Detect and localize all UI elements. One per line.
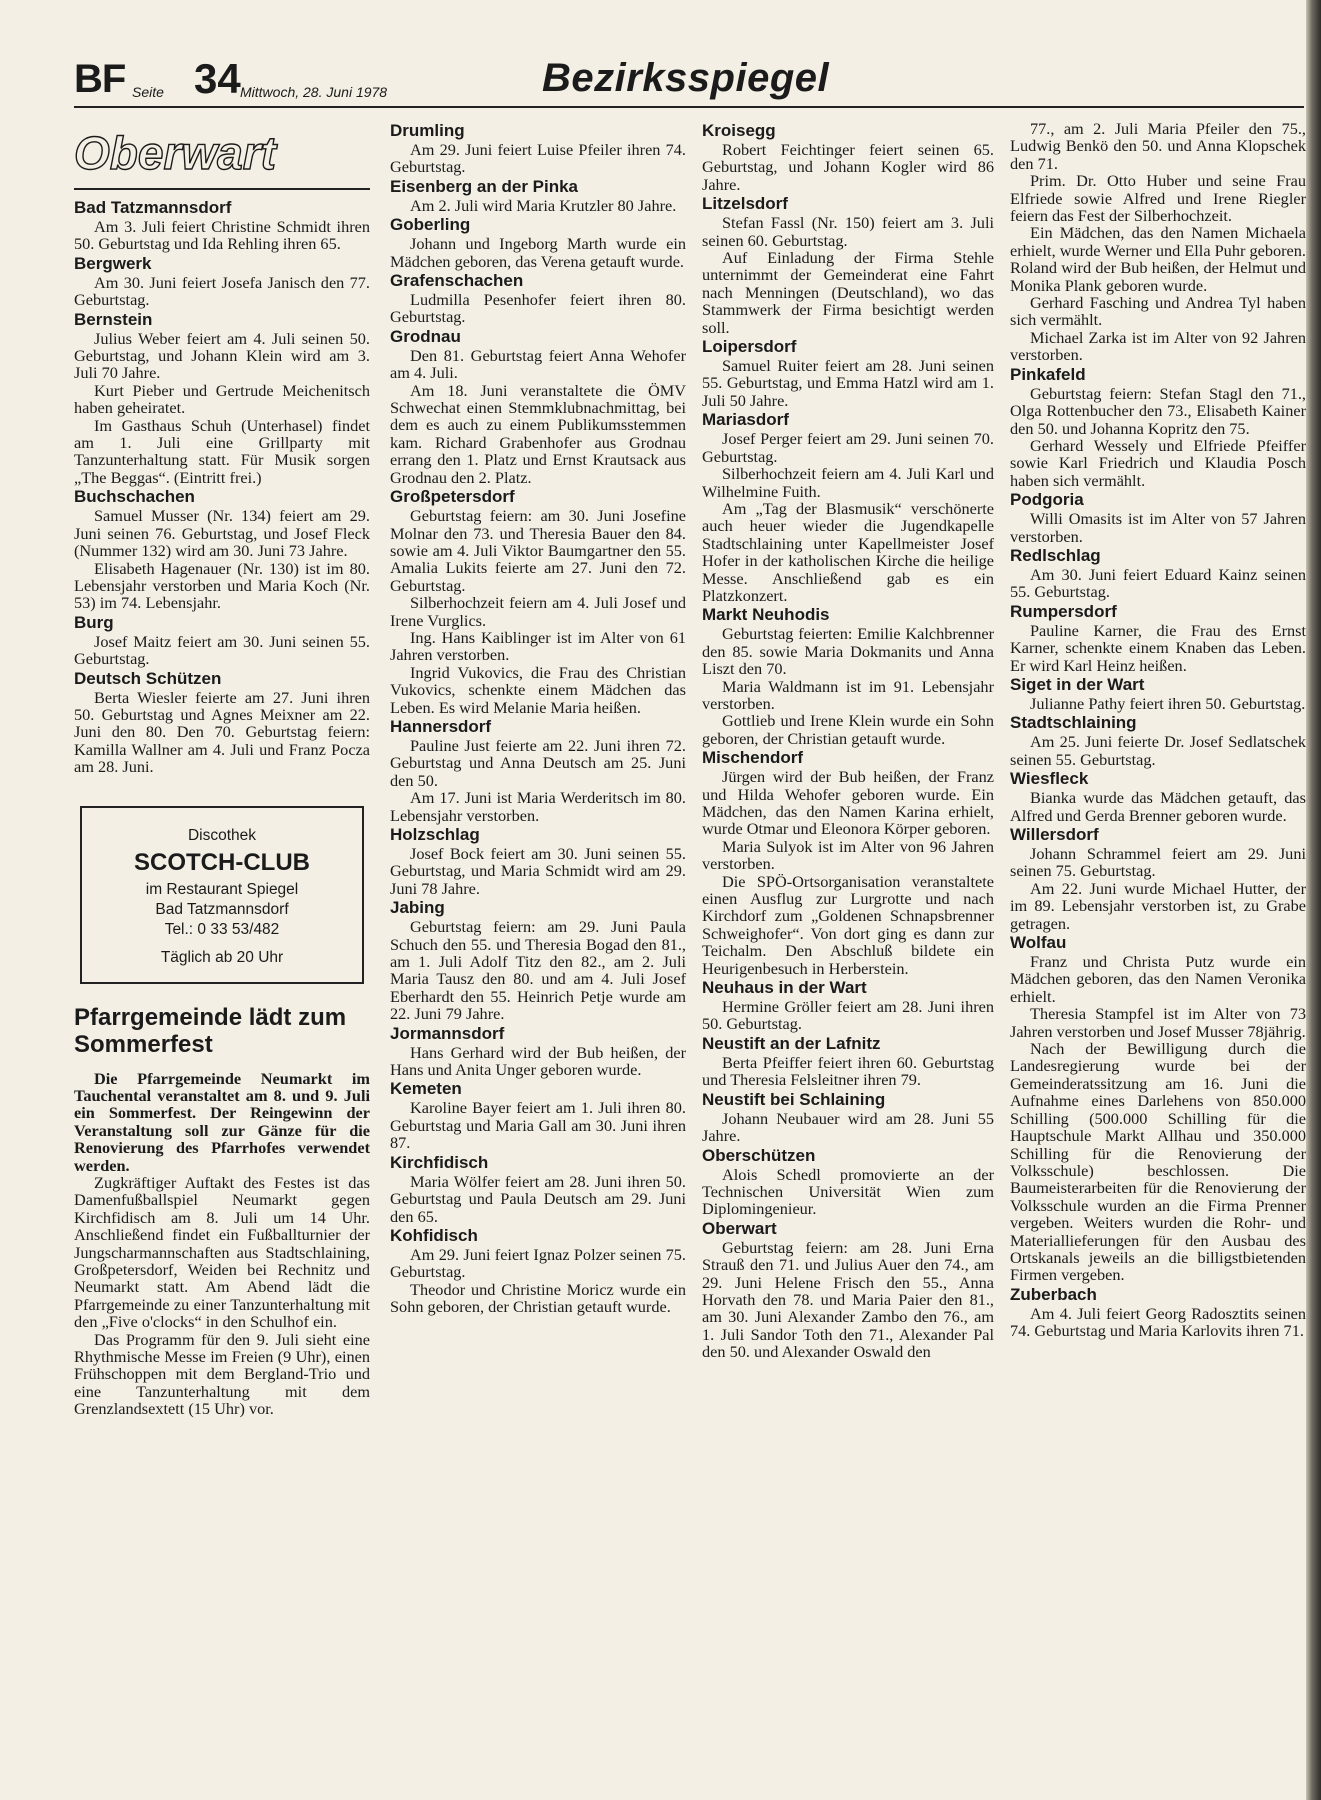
news-paragraph: Hans Gerhard wird der Bub heißen, der Hans und Anita Unger geboren wurde. [390, 1042, 686, 1080]
news-paragraph: Berta Wiesler feierte am 27. Juni ihren 50. Geburtstag und Agnes Meixner am 22. Juni den 80. Den 70. Geburtstag feiern: Kamilla Wallner am 4. Juli und Franz Pocza am 28. Juni. [74, 687, 370, 777]
location-heading: Bergwerk [74, 253, 152, 273]
location-heading: Rumpersdorf [1010, 601, 1117, 621]
location-heading: Markt Neuhodis [702, 605, 830, 625]
news-paragraph: Ingrid Vukovics, die Frau des Christian Vukovics, schenkte einem Mädchen das Leben. Es wird Melanie Maria heißen. [390, 662, 686, 717]
news-paragraph: Johann und Ingeborg Marth wurde ein Mädchen geboren, das Verena getauft wurde. [390, 234, 686, 271]
column-1 [74, 120, 370, 1418]
location-heading: Kemeten [390, 1079, 462, 1099]
news-paragraph: Kurt Pieber und Gertrude Meichenitsch haben geheiratet. [74, 380, 370, 418]
news-paragraph: Silberhochzeit feiern am 4. Juli Josef und Irene Vurglics. [390, 593, 686, 630]
location-heading: Burg [74, 612, 114, 632]
location-heading: Redlschlag [1010, 545, 1101, 565]
news-paragraph: Franz und Christa Putz wurde ein Mädchen geboren, das den Namen Veronika erhielt. [1010, 952, 1306, 1006]
location-heading: Wolfau [1010, 933, 1067, 953]
page-header [74, 54, 1304, 104]
location-heading: Willersdorf [1010, 825, 1099, 844]
page-edge-shadow [1306, 0, 1321, 1800]
news-paragraph: Michael Zarka ist im Alter von 92 Jahren verstorben. [1010, 327, 1306, 365]
news-paragraph: Samuel Musser (Nr. 134) feiert am 29. Juni seinen 76. Geburtstag, und Josef Fleck (Nummer 132) wird am 30. Juni 73 Jahre. [74, 506, 370, 561]
news-paragraph: Gottlieb und Irene Klein wurde ein Sohn geboren, der Christian getauft wurde. [702, 711, 994, 748]
news-paragraph: Am 3. Juli feiert Christine Schmidt ihren 50. Geburtstag und Ida Rehling ihren 65. [74, 217, 370, 254]
news-paragraph: Pauline Karner, die Frau des Ernst Karner, schenkte einem Knaben das Leben. Er wird Karl Heinz heißen. [1010, 620, 1306, 675]
location-heading: Kohfidisch [390, 1225, 478, 1245]
location-heading: Eisenberg an der Pinka [390, 176, 579, 196]
news-paragraph: Hermine Gröller feiert am 28. Juni ihren 50. Geburtstag. [702, 997, 994, 1034]
news-paragraph: Maria Waldmann ist im 91. Lebensjahr verstorben. [702, 676, 994, 713]
article-paragraph: Zugkräftiger Auftakt des Festes ist das Damenfußballspiel Neumarkt gegen Kirchfidisch am 8. Juli um 14 Uhr. Anschließend findet ein Fußballturnier der Jungscharmannschaften aus Stadtschlaining, Großpetersdorf, Weiden bei Rechnitz und Neumarkt statt. Am Abend lädt die Pfarrgemeinde zu einer Tanzunterhaltung mit den „Five o'clocks“ in den Schulhof ein. [74, 1173, 370, 1332]
article-body [74, 1174, 370, 1418]
article-lead: Die Pfarrgemeinde Neumarkt im Tauchental veranstaltet am 8. und 9. Juli ein Sommerfest. Der Reingewinn der Veranstaltung soll zur Gänze für die Renovierung des Pfarrhofes verwendet werden. [74, 1068, 370, 1175]
title-rule [74, 188, 370, 190]
news-paragraph: Bianka wurde das Mädchen getauft, das Alfred und Gerda Brenner geboren wurde. [1010, 788, 1306, 825]
news-paragraph: Gerhard Fasching und Andrea Tyl haben sich vermählt. [1010, 293, 1306, 330]
entries-col4 [1010, 120, 1306, 1340]
news-paragraph: Die SPÖ-Ortsorganisation veranstaltete einen Ausflug zur Lurgrotte und nach Kirchdorf zum „Goldenen Schnapsbrenner Schweighofer“. Von dort ging es dann zur Teichalm. Den Abschluß bildete ein Heurigenbesuch in Herberstein. [702, 871, 994, 978]
location-heading: Kroisegg [702, 121, 776, 140]
news-paragraph: Elisabeth Hagenauer (Nr. 130) ist im 80. Lebensjahr verstorben und Maria Koch (Nr. 53) im 74. Lebensjahr. [74, 558, 370, 613]
ad-line-1: Discothek [187, 826, 257, 844]
ad-line-3: Bad Tatzmannsdorf [155, 900, 289, 918]
page-number: 34 [194, 55, 241, 102]
location-heading: Mariasdorf [702, 410, 789, 430]
location-heading: Kirchfidisch [390, 1152, 489, 1172]
news-paragraph: Theodor und Christine Moricz wurde ein Sohn geboren, der Christian getauft wurde. [390, 1279, 686, 1317]
issue-date: Mittwoch, 28. Juni 1978 [240, 84, 388, 100]
entries-col2 [390, 121, 686, 1316]
ad-line-2: im Restaurant Spiegel [145, 880, 299, 898]
entries-col3 [702, 121, 994, 1361]
location-heading: Oberschützen [702, 1145, 816, 1165]
news-paragraph: Josef Maitz feiert am 30. Juni seinen 55. Geburtstag. [74, 631, 370, 669]
location-heading: Goberling [390, 215, 471, 235]
news-paragraph: Robert Feichtinger feiert seinen 65. Geburtstag, und Johann Kogler wird 86 Jahre. [702, 140, 994, 194]
news-paragraph: Johann Schrammel feiert am 29. Juni seinen 75. Geburtstag. [1010, 844, 1306, 881]
location-heading: Stadtschlaining [1010, 713, 1137, 733]
location-heading: Deutsch Schützen [74, 668, 222, 688]
news-paragraph: Ein Mädchen, das den Namen Michaela erhielt, wurde Werner und Ella Puhr geboren. Roland wird der Bub heißen, der Helmut und Monika Plank geboren wurde. [1010, 223, 1306, 295]
location-heading: Podgoria [1010, 490, 1084, 510]
news-paragraph: Am 17. Juni ist Maria Werderitsch im 80. Lebensjahr verstorben. [390, 788, 686, 825]
news-paragraph: Theresia Stampfel ist im Alter von 73 Jahren verstorben und Josef Musser 78jährig. [1010, 1004, 1306, 1041]
location-heading: Mischendorf [702, 748, 804, 768]
column-2 [390, 120, 686, 1316]
location-heading: Holzschlag [390, 825, 480, 844]
article-headline: Pfarrgemeinde lädt zum Sommerfest [74, 1003, 347, 1058]
news-paragraph: Alois Schedl promovierte an der Technischen Universität Wien zum Diplomingenieur. [702, 1164, 994, 1219]
news-paragraph: 77., am 2. Juli Maria Pfeiler den 75., Ludwig Benkö den 50. und Anna Klopschek den 71. [1010, 119, 1306, 173]
news-paragraph: Am 22. Juni wurde Michael Hutter, der im 89. Lebensjahr verstorben ist, zu Grabe getragen. [1010, 878, 1306, 933]
location-heading: Oberwart [702, 1218, 777, 1238]
news-paragraph: Am 2. Juli wird Maria Krutzler 80 Jahre. [410, 195, 677, 215]
news-paragraph: Den 81. Geburtstag feiert Anna Wehofer am 4. Juli. [390, 345, 686, 383]
header-rule [74, 106, 1304, 108]
ad-telephone: Tel.: 0 33 53/482 [164, 920, 280, 938]
location-heading: Wiesfleck [1010, 769, 1089, 789]
page-label: Seite [132, 84, 164, 100]
location-heading: Neustift an der Lafnitz [702, 1033, 881, 1053]
column-4 [1010, 120, 1306, 1340]
news-paragraph: Am 25. Juni feierte Dr. Josef Sedlatschek seinen 55. Geburtstag. [1010, 732, 1306, 769]
news-paragraph: Karoline Bayer feiert am 1. Juli ihren 80. Geburtstag und Maria Gall am 30. Juni ihren 87. [390, 1098, 686, 1153]
news-paragraph: Pauline Just feierte am 22. Juni ihren 72. Geburtstag und Anna Deutsch am 25. Juni den 50. [390, 735, 686, 790]
news-paragraph: Gerhard Wessely und Elfriede Pfeiffer sowie Karl Friedrich und Klaudia Posch haben sich vermählt. [1010, 435, 1306, 490]
location-heading: Jabing [390, 898, 445, 918]
news-paragraph: Geburtstag feierten: Emilie Kalchbrenner den 85. sowie Maria Dokmanits und Anna Liszt den 70. [702, 624, 994, 679]
news-paragraph: Stefan Fassl (Nr. 150) feiert am 3. Juli seinen 60. Geburtstag. [702, 213, 994, 250]
location-heading: Grafenschachen [390, 271, 524, 291]
column-3 [702, 120, 994, 1361]
news-paragraph: Prim. Dr. Otto Huber und seine Frau Elfriede sowie Alfred und Irene Riegler feiern das Fest der Silberhochzeit. [1010, 171, 1306, 226]
masthead-logo: BF [74, 57, 126, 101]
news-paragraph: Samuel Ruiter feiert am 28. Juni seinen 55. Geburtstag, und Emma Hatzl wird am 1. Juli 50 Jahre. [702, 356, 994, 410]
location-heading: Neustift bei Schlaining [702, 1089, 886, 1109]
news-paragraph: Im Gasthaus Schuh (Unterhasel) findet am 1. Juli eine Grillparty mit Tanzunterhaltung statt. Für Musik sorgen „The Beggas“. (Eintritt frei.) [74, 415, 370, 487]
news-paragraph: Ludmilla Pesenhofer feiert ihren 80. Geburtstag. [390, 290, 686, 327]
news-paragraph: Am 18. Juni veranstaltete die ÖMV Schwechat einen Stemmklubnachmittag, bei dem es auch zu einem Publikumsstemmen kam. Richard Grabenhofer aus Grodnau errang den 1. Platz und Ernst Krautsack aus Grodnau den 2. Platz. [390, 380, 686, 487]
location-heading: Grodnau [390, 326, 461, 346]
news-paragraph: Berta Pfeiffer feiert ihren 60. Geburtstag und Theresia Felsleitner ihren 79. [702, 1052, 994, 1090]
location-heading: Loipersdorf [702, 337, 797, 357]
advertisement-box [80, 806, 364, 984]
news-paragraph: Ing. Hans Kaiblinger ist im Alter von 61 Jahren verstorben. [390, 627, 686, 665]
news-paragraph: Johann Neubauer wird am 28. Juni 55 Jahre. [702, 1108, 994, 1146]
news-paragraph: Josef Perger feiert am 29. Juni seinen 70. Geburtstag. [702, 429, 994, 466]
location-heading: Jormannsdorf [390, 1023, 505, 1043]
news-paragraph: Auf Einladung der Firma Stehle unternimmt der Gemeinderat eine Fahrt nach Menningen (Deutschland), wo das Stammwerk der Firma besichtigt werden soll. [702, 248, 994, 337]
location-heading: Bad Tatzmannsdorf [74, 198, 232, 217]
news-paragraph: Maria Sulyok ist im Alter von 96 Jahren verstorben. [702, 836, 994, 874]
news-paragraph: Silberhochzeit feiern am 4. Juli Karl und Wilhelmine Fuith. [702, 464, 994, 501]
location-heading: Siget in der Wart [1010, 674, 1145, 694]
location-heading: Hannersdorf [390, 716, 492, 736]
news-paragraph: Am 30. Juni feiert Josefa Janisch den 77. Geburtstag. [74, 272, 370, 310]
location-heading: Drumling [390, 121, 465, 140]
location-heading: Bernstein [74, 309, 153, 329]
news-paragraph: Maria Wölfer feiert am 28. Juni ihren 50. Geburtstag und Paula Deutsch am 29. Juni den 65. [390, 1171, 686, 1226]
article-paragraph: Das Programm für den 9. Juli sieht eine Rhythmische Messe im Freien (9 Uhr), einen Frühschoppen mit dem Bergland-Trio und eine Tanzunterhaltung mit dem Grenzlandsextett (15 Uhr) vor. [74, 1329, 370, 1419]
news-paragraph: Am 29. Juni feiert Ignaz Polzer seinen 75. Geburtstag. [390, 1244, 686, 1282]
ad-club-name: SCOTCH-CLUB [134, 848, 310, 876]
news-paragraph: Nach der Bewilligung durch die Landesregierung wurde bei der Gemeinderatssitzung am 16. Juni die Aufnahme eines Darlehens von 850.000 Schilling (500.000 Schilling für die Hauptschule Markt Allhau und 350.000 Schilling für die Renovierung der Volksschule) beschlossen. Die Baumeisterarbeiten für die Renovierung der Volksschule wurden an die Firma Prenner vergeben. Weiters wurden die Rohr- und Materiallieferungen für den Ausbau des Ortskanals jeweils an die billigstbietenden Firmen vergeben. [1010, 1039, 1306, 1285]
news-paragraph: Geburtstag feiern: am 29. Juni Paula Schuch den 55. und Theresia Bogad den 81., am 1. Juli Adolf Titz den 82., am 2. Juli Maria Tausz den 80. und am 4. Juli Josef Eberhardt den 55. Heinrich Petje wurde am 22. Juni 79 Jahre. [390, 917, 686, 1024]
location-heading: Litzelsdorf [702, 194, 788, 214]
news-paragraph: Geburtstag feiern: Stefan Stagl den 71., Olga Rottenbucher den 73., Elisabeth Kainer den 50. und Johanna Kopritz den 75. [1010, 383, 1306, 438]
news-paragraph: Geburtstag feiern: am 28. Juni Erna Strauß den 71. und Julius Auer den 74., am 29. Juni Helene Frisch den 55., Anna Horvath den 78. und Maria Paier den 81., am 30. Juni Alexander Zambo den 76., am 1. Juli Sandor Toth den 71., Alexander Pal den 50. und Alexander Oswald den [702, 1237, 994, 1362]
news-paragraph: Willi Omasits ist im Alter von 57 Jahren verstorben. [1010, 509, 1306, 546]
location-heading: Buchschachen [74, 487, 195, 507]
ad-hours: Täglich ab 20 Uhr [160, 948, 284, 966]
news-paragraph: Geburtstag feiern: am 30. Juni Josefine Molnar den 73. und Theresia Bauer den 84. sowie am 4. Juli Viktor Baumgartner den 55. Amalia Lukits feierte am 27. Juni den 72. Geburtstag. [390, 506, 686, 595]
news-paragraph: Josef Bock feiert am 30. Juni seinen 55. Geburtstag, und Maria Schmidt wird am 29. Juni 78 Jahre. [390, 844, 686, 898]
news-paragraph: Am 4. Juli feiert Georg Radosztits seinen 74. Geburtstag und Maria Karlovits ihren 71. [1010, 1303, 1306, 1341]
news-paragraph: Am 30. Juni feiert Eduard Kainz seinen 55. Geburtstag. [1010, 564, 1306, 602]
entries-col1 [74, 198, 370, 776]
district-title: Oberwart [74, 127, 276, 179]
news-paragraph: Am „Tag der Blasmusik“ verschönerte auch heuer wieder die Jugendkapelle Stadtschlaining unter Kapellmeister Josef Hofer in der katholischen Kirche die heilige Messe. Anschließend gab es ein Platzkonzert. [702, 498, 994, 605]
news-paragraph: Am 29. Juni feiert Luise Pfeiler ihren 74. Geburtstag. [390, 140, 686, 177]
news-paragraph: Jürgen wird der Bub heißen, der Franz und Hilda Wehofer geboren wurde. Ein Mädchen, das den Namen Karina erhielt, wurde Otmar und Eleonora Körper geboren. [702, 767, 994, 839]
location-heading: Zuberbach [1010, 1284, 1097, 1304]
section-title: Bezirksspiegel [542, 56, 830, 100]
location-heading: Neuhaus in der Wart [702, 978, 867, 998]
location-heading: Großpetersdorf [390, 487, 515, 507]
news-paragraph: Julius Weber feiert am 4. Juli seinen 50. Geburtstag, und Johann Klein wird am 3. Juli 70 Jahre. [74, 328, 370, 383]
location-heading: Pinkafeld [1010, 364, 1086, 384]
news-paragraph: Julianne Pathy feiert ihren 50. Geburtstag. [1030, 693, 1306, 713]
